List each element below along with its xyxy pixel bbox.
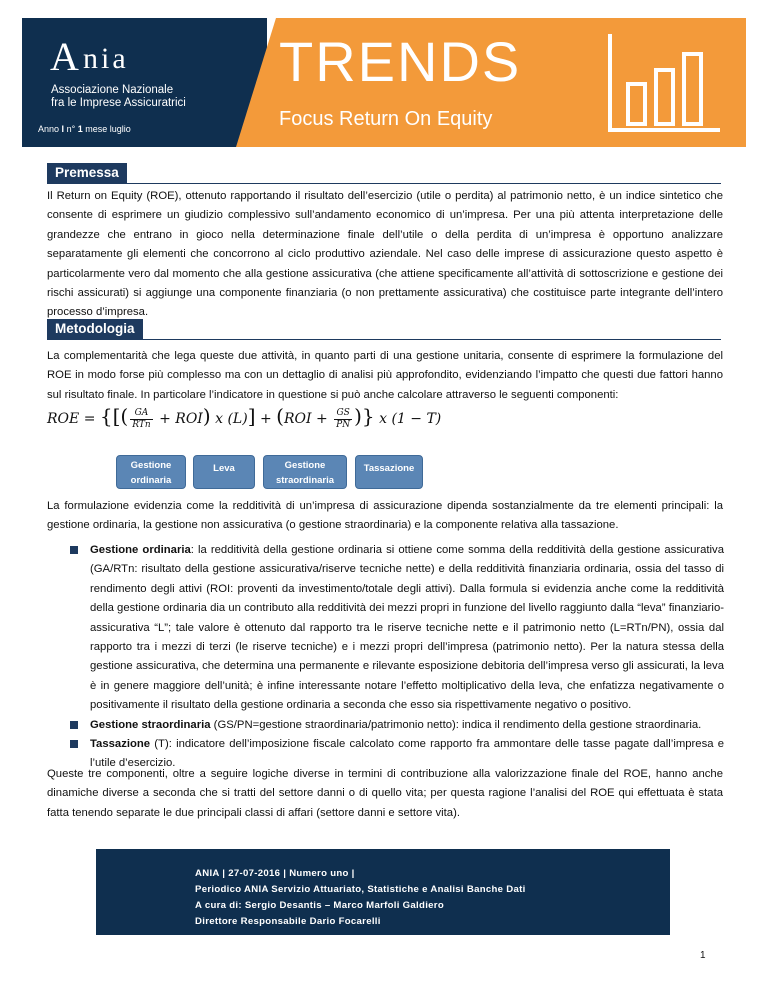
formula-lhs: ROE =	[47, 411, 96, 427]
formula-rtn: RTn	[132, 419, 151, 430]
section-rule	[47, 339, 721, 340]
square-bullet-icon	[70, 546, 78, 554]
square-bullet-icon	[70, 721, 78, 729]
ania-logo-text: nia	[83, 42, 129, 75]
list-item-term: Tassazione	[90, 738, 151, 751]
footer-line-1: ANIA | 27-07-2016 | Numero uno |	[195, 868, 355, 879]
box-label-line2: straordinaria	[275, 475, 335, 486]
list-item-text: : la redditività della gestione ordinaria si ottiene come somma della redditività della gestione assicurativa (GA/RTn: risultato della gestione assicurativa/riserve tecniche nette) e della redditività finanziaria ordinaria, ossia del tasso di rendimento degli attivi (ROI: proventi da investimento/totale degli attivi). Dalla formula si evidenzia anche come la redditività della gestione ordinaria dia un contributo alla redditività dei mezzi propri in funzione del livello raggiunto dalla “leva” finanziario-assicurativa “L”; tale valore è ottenuto dal rapporto tra le riserve tecniche nette e il patrimonio netto (L=RTn/PN), ossia dal rapporto tra i mezzi di terzi (le riserve tecniche) e i mezzi propri dell’impresa (patrimonio netto). Per la natura stessa della gestione assicurativa, che determina una permanente e rilevante esposizione debitoria dell’impresa verso gli assicurati, la leva è in genere maggiore dell’unità; è infine interessante notare l’effetto moltiplicativo della leva, che enfatizza negativamente o positivamente il risultato della gestione ordinaria a seconda che esso sia rispettivamente negativo o positivo.	[90, 544, 724, 712]
list-item	[70, 716, 724, 735]
footer-line-4: Direttore Responsabile Dario Focarelli	[195, 916, 381, 927]
list-item-text: (GS/PN=gestione straordinaria/patrimonio netto): indica il rendimento della gestione straordinaria.	[210, 718, 702, 731]
formula-tax: x (1 − T)	[379, 411, 442, 427]
issue-anno-number: I	[61, 124, 65, 134]
ania-logo-initial: A	[50, 34, 80, 79]
formula-explanation: La formulazione evidenzia come la redditività di un’impresa di assicurazione dipenda sostanzialmente da tre elementi principali: la gestione ordinaria, la gestione non assicurativa (o gestione straordinaria) e la componente relativa alla tassazione.	[47, 500, 723, 532]
association-line-1: Associazione Nazionale	[51, 84, 174, 96]
box-label-line1: Gestione	[284, 460, 326, 471]
component-box-leva	[193, 455, 255, 489]
box-label-line1: Tassazione	[363, 463, 415, 474]
roe-formula: ROE = {[( $\frac{GA}{\text{RTn}}$ + ROI) x (L)] + (ROI + $\frac{GS}{PN}$ )} x (1 − T)	[47, 404, 442, 430]
page-title: TRENDS	[279, 30, 522, 93]
metodologia-intro: La complementarità che lega queste due attività, in quanto parti di una gestione unitaria, consente di esprimere la formulazione del ROE in modo forse più complesso ma con un dettaglio di analisi più approfondito, evidenziando l’impatto che questi due fattori hanno sul risultato finale. In particolare l’indicatore in questione si può anche calcolare attraverso le seguenti componenti:	[47, 350, 723, 401]
formula-leverage: (L)	[227, 411, 248, 427]
list-item-text: (T): indicatore dell’imposizione fiscale calcolato come rapporto fra ammontare delle tasse pagate dall’impresa e l’utile d’esercizio.	[90, 738, 724, 770]
list-item	[70, 541, 724, 716]
section-heading-premessa: Premessa	[47, 163, 127, 183]
premessa-paragraph: Il Return on Equity (ROE), ottenuto rapportando il risultato dell’esercizio (utile o perdita) al patrimonio netto, è un indice sintetico che consente di esprimere un giudizio complessivo sull’andamento economico di un’impresa. Per una più attenta interpretazione delle grandezze che entrano in gioco nella determinazione finale dell’utile o della perdita di un’impresa è opportuno analizzare separatamente gli elementi che concorrono al ciclo produttivo aziendale. Nel caso delle imprese di assicurazione questo aspetto è particolarmente vero dal momento che alla gestione assicurativa (che attiene specificamente all’attività di sottoscrizione e gestione dei rischi assicurati) si aggiunge una componente finanziaria (o non prettamente assicurativa) che costituisce parte integrante dell’intero processo d’impresa.	[47, 190, 723, 319]
formula-x: x	[215, 411, 224, 427]
formula-roi-2: ROI	[283, 411, 312, 427]
component-box-tassazione	[355, 455, 423, 489]
components-list	[70, 541, 724, 774]
page-number: 1	[700, 950, 706, 961]
footer-line-2: Periodico ANIA Servizio Attuariato, Statistiche e Analisi Banche Dati	[195, 884, 526, 895]
formula-roi: ROI	[175, 411, 203, 427]
list-item-term: Gestione straordinaria	[90, 718, 211, 731]
list-item-term: Gestione ordinaria	[90, 544, 191, 556]
section-heading-metodologia: Metodologia	[47, 319, 143, 339]
formula-pn: PN	[336, 419, 351, 430]
association-line-2: fra le Imprese Assicuratrici	[51, 97, 186, 109]
box-label-line1: Gestione	[130, 460, 172, 471]
issue-month: mese luglio	[85, 124, 131, 134]
box-label-line1: Leva	[213, 463, 235, 474]
page-subtitle: Focus Return On Equity	[279, 108, 493, 130]
formula-gs: GS	[334, 408, 352, 420]
issue-anno: Anno	[38, 124, 60, 134]
issue-info	[38, 124, 131, 134]
bar-chart-icon	[606, 32, 722, 136]
box-label-line2: ordinaria	[130, 475, 172, 486]
issue-number: 1	[77, 124, 83, 134]
association-name	[51, 84, 186, 110]
formula-ga: GA	[130, 408, 152, 420]
footer-line-3: A cura di: Sergio Desantis – Marco Marfoli Galdiero	[195, 900, 444, 911]
issue-n-label: n°	[66, 124, 76, 134]
section-rule	[47, 183, 721, 184]
formula-gs-fraction	[334, 408, 352, 431]
closing-paragraph: Queste tre componenti, oltre a seguire logiche diverse in termini di contribuzione alla valorizzazione finale del ROE, hanno anche dinamiche diverse a seconda che si tratti del settore danni o di quello vita; per questa ragione l’analisi del ROE qui effettuata è stata fatta tenendo separate le due principali classi di affari (settore danni e settore vita).	[47, 768, 723, 819]
square-bullet-icon	[70, 740, 78, 748]
component-box-gestione-ordinaria	[116, 455, 186, 489]
component-box-gestione-straordinaria	[263, 455, 347, 489]
formula-ga-fraction	[130, 408, 152, 431]
